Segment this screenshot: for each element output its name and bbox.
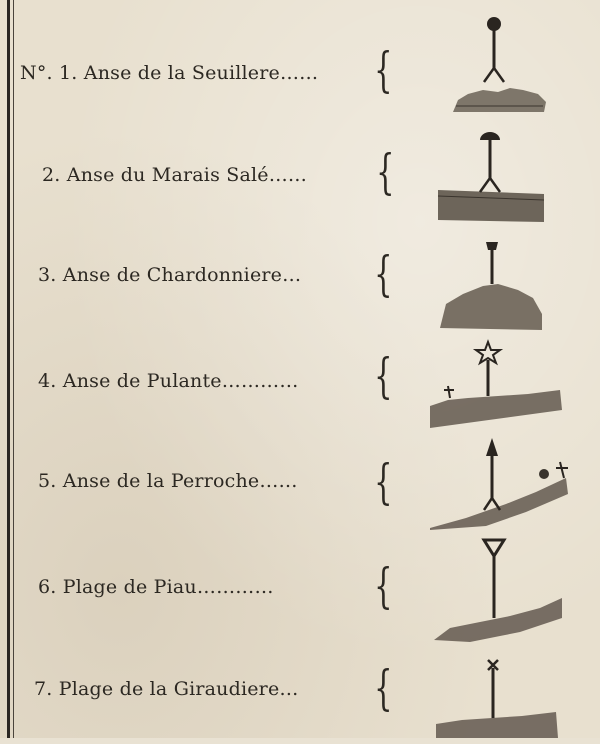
- entry-label: 7. Plage de la Giraudiere…: [34, 678, 299, 700]
- left-border-rule: [7, 0, 10, 738]
- entry-label: 4. Anse de Pulante…………: [38, 370, 299, 392]
- entry-label: 2. Anse du Marais Salé……: [42, 164, 308, 186]
- entry-label: 6. Plage de Piau…………: [38, 576, 274, 598]
- brace: {: [374, 42, 393, 98]
- brace: {: [374, 246, 393, 302]
- ball-top-beacon-icon: [436, 124, 546, 224]
- brace: {: [376, 144, 395, 200]
- cross-top-beacon-icon: [432, 654, 562, 744]
- brace: {: [374, 660, 393, 716]
- entry-label: 3. Anse de Chardonniere…: [38, 264, 302, 286]
- star-top-beacon-icon: [428, 336, 568, 436]
- ball-top-beacon-icon: [448, 10, 558, 120]
- entry-label: 5. Anse de la Perroche……: [38, 470, 298, 492]
- bowl-top-beacon-icon: [438, 234, 548, 334]
- brace: {: [374, 348, 393, 404]
- entry-label: N°. 1. Anse de la Seuillere……: [20, 62, 319, 84]
- left-border-rule-thin: [13, 0, 14, 738]
- brace: {: [374, 454, 393, 510]
- brace: {: [374, 558, 393, 614]
- arrow-top-beacon-icon: [426, 432, 576, 532]
- triangle-top-beacon-icon: [430, 534, 570, 644]
